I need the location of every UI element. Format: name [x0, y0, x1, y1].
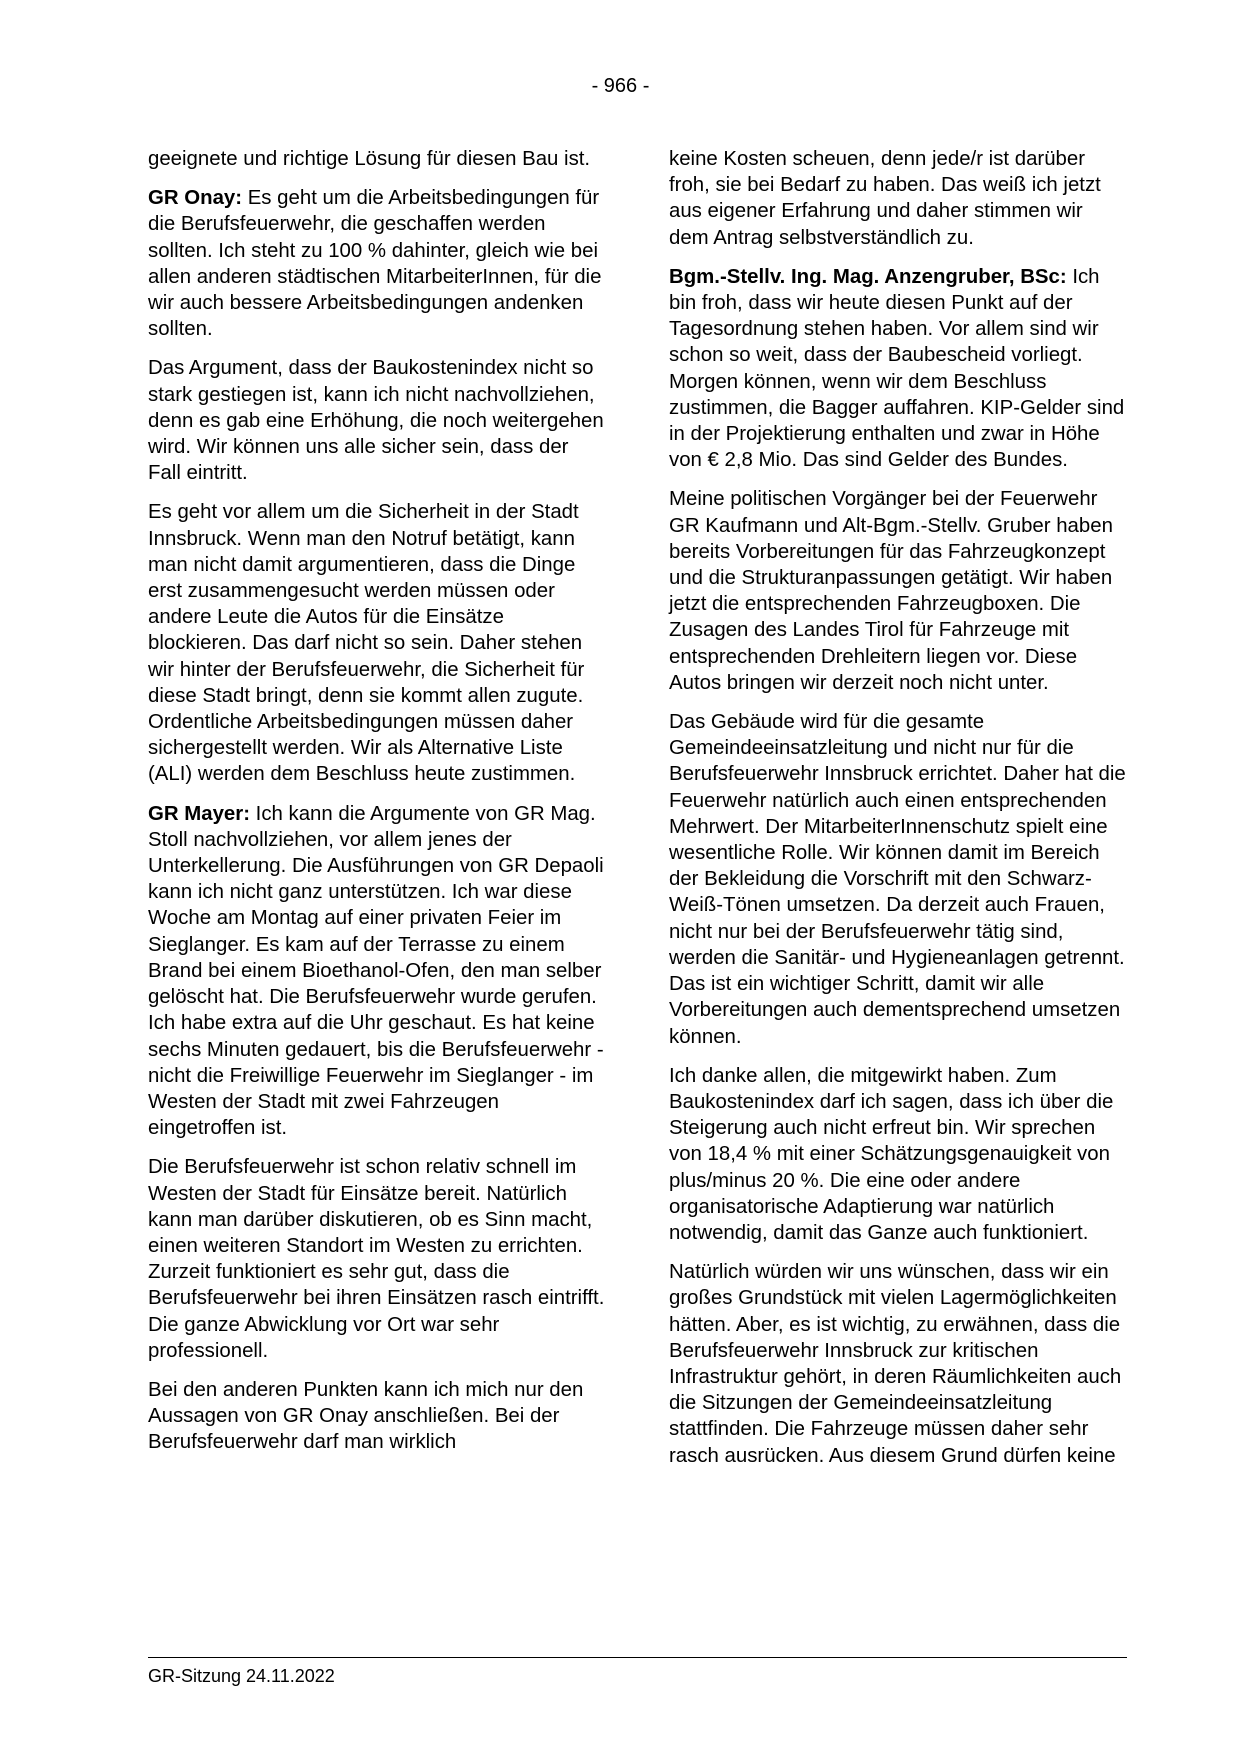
paragraph: Das Gebäude wird für die gesamte Gemeindeeinsatzleitung und nicht nur für die Berufsfeuerwehr Innsbruck errichtet. Daher hat die Feuerwehr natürlich auch einen entsprechenden Mehrwert. Der MitarbeiterInnenschutz spielt eine wesentliche Rolle. Wir können damit im Bereich der Bekleidung die Vorschrift mit den Schwarz-Weiß-Tönen umsetzen. Da derzeit auch Frauen, nicht nur bei der Berufsfeuerwehr tätig sind, werden die Sanitär- und Hygieneanlagen getrennt. Das ist ein wichtiger Schritt, damit wir alle Vorbereitungen auch dementsprechend umsetzen können.	[669, 711, 1126, 1048]
speaker-name: Bgm.-Stellv. Ing. Mag. Anzengruber, BSc:	[669, 265, 1067, 288]
right-column	[669, 146, 1127, 1482]
paragraph: Meine politischen Vorgänger bei der Feuerwehr GR Kaufmann und Alt-Bgm.-Stellv. Gruber haben bereits Vorbereitungen für das Fahrzeugkonzept und die Strukturanpassungen getätigt. Wir haben jetzt die entsprechenden Fahrzeugboxen. Die Zusagen des Landes Tirol für Fahrzeuge mit entsprechenden Drehleitern liegen vor. Diese Autos bringen wir derzeit noch nicht unter.	[669, 488, 1113, 694]
paragraph: Es geht vor allem um die Sicherheit in der Stadt Innsbruck. Wenn man den Notruf betätigt, kann man nicht damit argumentieren, dass die Dinge erst zusammengesucht werden müssen oder andere Leute die Autos für die Einsätze blockieren. Das darf nicht so sein. Daher stehen wir hinter der Berufsfeuerwehr, die Sicherheit für diese Stadt bringt, denn sie kommt allen zugute. Ordentliche Arbeitsbedingungen müssen daher sichergestellt werden. Wir als Alternative Liste (ALI) werden dem Beschluss heute zustimmen.	[148, 501, 585, 786]
page-number: - 966 -	[591, 75, 650, 97]
speaker-name: GR Mayer:	[148, 802, 250, 825]
paragraph: Natürlich würden wir uns wünschen, dass wir ein großes Grundstück mit vielen Lagermöglichkeiten hätten. Aber, es ist wichtig, zu erwähnen, dass die Berufsfeuerwehr Innsbruck zur kritischen Infrastruktur gehört, in deren Räumlichkeiten auch die Sitzungen der Gemeindeeinsatzleitung stattfinden. Die Fahrzeuge müssen daher sehr rasch ausrücken. Aus diesem Grund dürfen keine	[669, 1261, 1122, 1467]
paragraph: keine Kosten scheuen, denn jede/r ist darüber froh, sie bei Bedarf zu haben. Das weiß ich jetzt aus eigener Erfahrung und daher stimmen wir dem Antrag selbstverständlich zu.	[669, 148, 1101, 249]
speaker-name: GR Onay:	[148, 187, 243, 210]
paragraph: geeignete und richtige Lösung für diesen Bau ist.	[148, 148, 591, 170]
paragraph	[148, 185, 606, 342]
footer-divider	[148, 1657, 1127, 1658]
footer-session-date: GR-Sitzung 24.11.2022	[148, 1666, 335, 1686]
paragraph	[669, 264, 1127, 474]
paragraph-text: Ich kann die Argumente von GR Mag. Stoll nachvollziehen, vor allem jenes der Unterkellerung. Die Ausführungen von GR Depaoli kann ich nicht ganz unterstützen. Ich war diese Woche am Montag auf einer privaten Feier im Sieglanger. Es kam auf der Terrasse zu einem Brand bei einem Bioethanol-Ofen, den man selber gelöscht hat. Die Berufsfeuerwehr wurde gerufen. Ich habe extra auf die Uhr geschaut. Es hat keine sechs Minuten gedauert, bis die Berufsfeuerwehr - nicht die Freiwillige Feuerwehr im Sieglanger - im Westen der Stadt mit zwei Fahrzeugen eingetroffen ist.	[148, 802, 604, 1140]
paragraph: Das Argument, dass der Baukostenindex nicht so stark gestiegen ist, kann ich nicht nachvollziehen, denn es gab eine Erhöhung, die noch weitergehen wird. Wir können uns alle sicher sein, dass der Fall eintritt.	[148, 357, 604, 485]
left-column	[148, 146, 606, 1469]
paragraph: Ich danke allen, die mitgewirkt haben. Zum Baukostenindex darf ich sagen, dass ich über die Steigerung auch nicht erfreut bin. Wir sprechen von 18,4 % mit einer Schätzungsgenauigkeit von plus/minus 20 %. Die eine oder andere organisatorische Adaptierung war natürlich notwendig, damit das Ganze auch funktioniert.	[669, 1064, 1114, 1244]
paragraph: Bei den anderen Punkten kann ich mich nur den Aussagen von GR Onay anschließen. Bei der Berufsfeuerwehr darf man wirklich	[148, 1378, 584, 1454]
paragraph-text: Es geht um die Arbeitsbedingungen für die Berufsfeuerwehr, die geschaffen werden sollten. Ich steht zu 100 % dahinter, gleich wie bei allen anderen städtischen MitarbeiterInnen, für die wir auch bessere Arbeitsbedingungen andenken sollten.	[148, 187, 602, 341]
paragraph: Die Berufsfeuerwehr ist schon relativ schnell im Westen der Stadt für Einsätze bereit. Natürlich kann man darüber diskutieren, ob es Sinn macht, einen weiteren Standort im Westen zu errichten. Zurzeit funktioniert es sehr gut, dass die Berufsfeuerwehr bei ihren Einsätzen rasch eintrifft. Die ganze Abwicklung vor Ort war sehr professionell.	[148, 1156, 605, 1362]
paragraph-text: Ich bin froh, dass wir heute diesen Punkt auf der Tagesordnung stehen haben. Vor allem sind wir schon so weit, dass der Baubescheid vorliegt. Morgen können, wenn wir dem Beschluss zustimmen, die Bagger auffahren. KIP-Gelder sind in der Projektierung enthalten und zwar in Höhe von € 2,8 Mio. Das sind Gelder des Bundes.	[669, 265, 1125, 472]
paragraph	[148, 801, 606, 1142]
